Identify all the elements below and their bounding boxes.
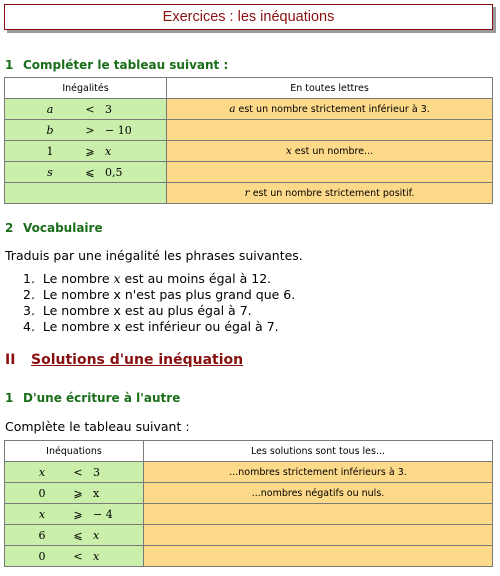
ineq-op: ⩾ — [73, 507, 83, 521]
ineq-left: 6 — [38, 528, 46, 542]
solutions-cell[interactable] — [144, 525, 493, 546]
chapter-heading — [5, 352, 243, 368]
inegalite-cell[interactable] — [5, 183, 167, 204]
ineq-op: ⩾ — [85, 144, 95, 158]
list-item-number: 3. — [23, 303, 35, 318]
ineq-right: x — [93, 528, 100, 542]
lettres-cell[interactable] — [167, 141, 493, 162]
inequation-cell — [5, 525, 144, 546]
list-item-var: x — [113, 271, 121, 286]
list-item-text: Le nombre x n'est pas plus grand que 6. — [42, 287, 296, 302]
chapter-number: II — [5, 352, 16, 368]
ineq-right: 3 — [105, 102, 112, 116]
table-row — [5, 141, 493, 162]
page-title: Exercices : les inéquations — [4, 4, 493, 30]
ineq-op: < — [73, 465, 83, 479]
lettres-text: est un nombre strictement positif. — [249, 188, 415, 199]
ineq-op: ⩾ — [73, 486, 83, 500]
lettres-cell — [167, 183, 493, 204]
list-item-text: Le nombre x est inférieur ou égal à 7. — [42, 319, 279, 334]
section-3-number: 1 — [5, 391, 14, 405]
table-header-solutions: Les solutions sont tous les... — [144, 441, 493, 462]
inegalites-table — [4, 77, 493, 204]
table-row — [5, 99, 493, 120]
table-row — [5, 183, 493, 204]
table-header-inegalites: Inégalités — [5, 78, 167, 99]
section-1-title: Compléter le tableau suivant : — [23, 58, 229, 72]
inegalite-cell — [5, 141, 167, 162]
solutions-cell[interactable] — [144, 504, 493, 525]
ineq-right: x — [93, 486, 100, 500]
section-3-intro: Complète le tableau suivant : — [5, 419, 190, 434]
ineq-left: x — [38, 507, 46, 521]
table-header-inequations: Inéquations — [5, 441, 144, 462]
lettres-cell[interactable] — [167, 120, 493, 141]
vocab-list — [23, 271, 295, 335]
ineq-op: < — [85, 102, 95, 116]
chapter-title: Solutions d'une inéquation — [31, 352, 244, 368]
inegalite-cell — [5, 99, 167, 120]
section-3-title: D'une écriture à l'autre — [23, 391, 181, 405]
inegalite-cell — [5, 120, 167, 141]
ineq-right: − 10 — [105, 123, 132, 137]
section-2-intro: Traduis par une inégalité les phrases suivantes. — [5, 248, 303, 263]
section-3-heading — [5, 391, 180, 405]
ineq-right: 0,5 — [105, 165, 123, 179]
inequation-cell — [5, 546, 144, 567]
section-1-heading — [5, 58, 228, 72]
table-row — [5, 525, 493, 546]
table-header-lettres: En toutes lettres — [167, 78, 493, 99]
table-header-row — [5, 78, 493, 99]
table-row — [5, 504, 493, 525]
list-item-number: 4. — [23, 319, 35, 334]
ineq-right: x — [105, 144, 112, 158]
list-item-number: 1. — [23, 271, 35, 286]
section-2-title: Vocabulaire — [23, 221, 103, 235]
ineq-left: b — [46, 123, 54, 137]
lettres-var: a — [229, 103, 236, 115]
solutions-cell[interactable] — [144, 546, 493, 567]
inegalite-cell — [5, 162, 167, 183]
list-item-post: est au moins égal à 12. — [120, 271, 272, 286]
inequation-cell — [5, 483, 144, 504]
lettres-cell[interactable] — [167, 162, 493, 183]
lettres-var: x — [285, 145, 292, 157]
ineq-left: 1 — [46, 144, 54, 158]
ineq-left: 0 — [38, 549, 46, 563]
ineq-right: − 4 — [93, 507, 113, 521]
list-item-number: 2. — [23, 287, 35, 302]
list-item — [23, 287, 295, 303]
ineq-left: 0 — [38, 486, 46, 500]
ineq-op: > — [85, 123, 95, 137]
list-item — [23, 271, 295, 287]
section-2-heading — [5, 221, 103, 235]
table-header-row — [5, 441, 493, 462]
inequations-table — [4, 440, 493, 567]
solutions-cell[interactable]: ...nombres strictement inférieurs à 3. — [144, 462, 493, 483]
lettres-text: est un nombre... — [291, 146, 374, 157]
list-item-text: Le nombre x est au plus égal à 7. — [42, 303, 252, 318]
table-row — [5, 462, 493, 483]
inequation-cell — [5, 462, 144, 483]
table-row — [5, 120, 493, 141]
lettres-cell[interactable] — [167, 99, 493, 120]
table-row — [5, 483, 493, 504]
ineq-right: 3 — [93, 465, 100, 479]
ineq-left: x — [38, 465, 46, 479]
lettres-var: r — [244, 187, 250, 199]
section-2-number: 2 — [5, 221, 14, 235]
table-row — [5, 546, 493, 567]
ineq-op: ⩽ — [73, 528, 83, 542]
ineq-op: < — [73, 549, 83, 563]
table-row — [5, 162, 493, 183]
ineq-left: a — [46, 102, 54, 116]
lettres-text: est un nombre strictement inférieur à 3. — [235, 104, 430, 115]
ineq-op: ⩽ — [85, 165, 95, 179]
ineq-right: x — [93, 549, 100, 563]
list-item — [23, 319, 295, 335]
list-item — [23, 303, 295, 319]
ineq-left: s — [47, 165, 53, 179]
section-1-number: 1 — [5, 58, 14, 72]
solutions-cell[interactable]: ...nombres négatifs ou nuls. — [144, 483, 493, 504]
list-item-pre: Le nombre — [42, 271, 114, 286]
inequation-cell — [5, 504, 144, 525]
